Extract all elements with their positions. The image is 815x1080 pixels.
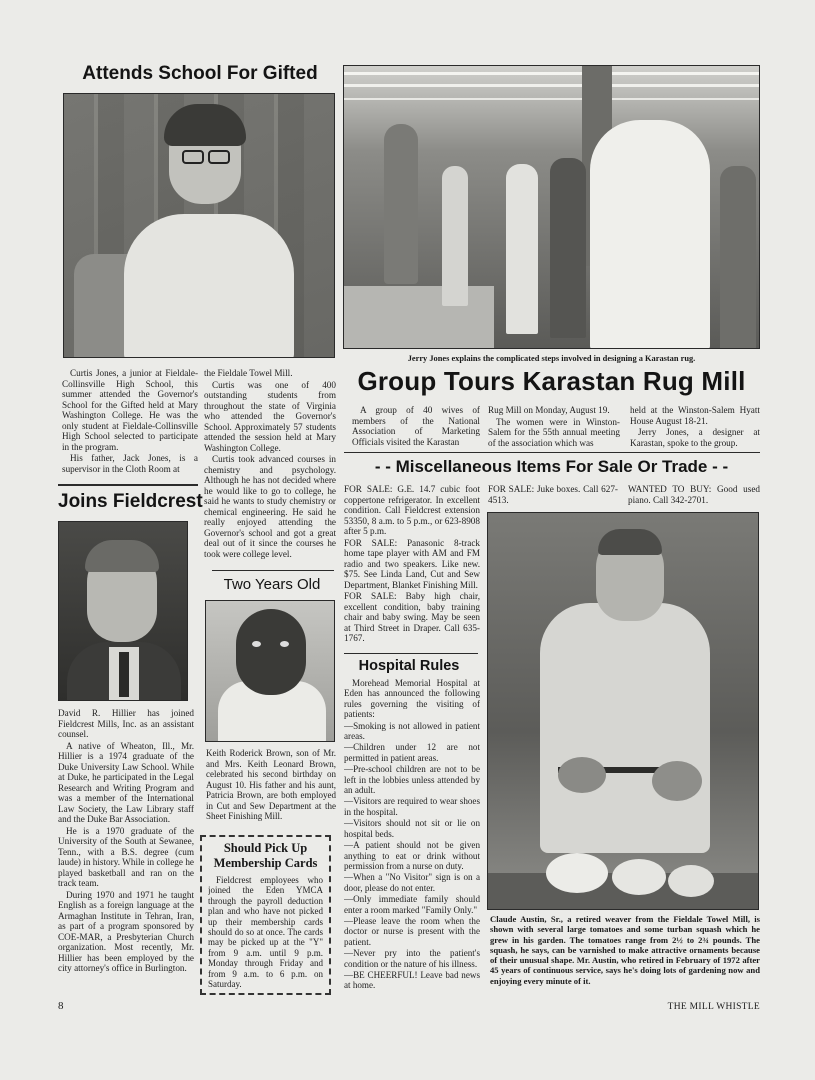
hospital-headline: Hospital Rules (358, 658, 460, 674)
hospital-rule: —Smoking is not allowed in patient areas. (344, 720, 480, 742)
membership-headline-1: Should Pick Up (223, 841, 308, 855)
classified-ad: WANTED TO BUY: Good used piano. Call 342-2701. (628, 484, 760, 505)
austin-caption: Claude Austin, Sr., a retired weaver from the Fieldale Towel Mill, is shown with several large tomatoes and some turban squash which he grew in his garden. The tomatoes range from 2½ to 2¾ pounds. The squash, he says, can be varnished to make attractive ornaments because of their unusual shape. Mr. Austin, who retired in February of 1972 after 45 years of continuous service, says he's doing lots of gardening now and enjoying every minute of it. (490, 914, 760, 986)
classified-ad: FOR SALE: Panasonic 8-track home tape player with AM and FM radio and two speakers. Like new. $75. See Linda Land, Cut and Sew Department, Blanket Finishing Mill. (344, 537, 480, 590)
hospital-rule: —Pre-school children are not to be left in the lobbies unless attended by an adult. (344, 764, 480, 796)
karastan-article-col1 (352, 405, 480, 449)
section-rule (212, 570, 334, 571)
karastan-paragraph: held at the Winston-Salem Hyatt House August 18-21. (630, 405, 760, 426)
hospital-rule: —Visitors should not sit or lie on hospital beds. (344, 818, 480, 839)
fieldcrest-paragraph: A native of Wheaton, Ill., Mr. Hillier is a 1974 graduate of the Duke University Law School. While at Duke, he participated in the Legal Research and Writing Program and was a member of the International Law Society, the Law Library staff and the Duke Bar Association. (58, 740, 194, 824)
karastan-paragraph: The women were in Winston-Salem for the 55th annual meeting of the association which was (488, 416, 620, 448)
membership-box (200, 835, 331, 995)
gifted-paragraph: Curtis Jones, a junior at Fieldale-Collinsville High School, this summer attended the Governor's School for the Gifted held at Mary Washington College. He was the only student at Fieldale-Collinsville High School selected to participate in the program. (62, 368, 198, 452)
karastan-paragraph: Rug Mill on Monday, August 19. (488, 405, 610, 415)
fieldcrest-paragraph: During 1970 and 1971 he taught English as a foreign language at the Armaghan Institute in Tehran, Iran, as part of a program sponsored by COE-MAR, a Presbyterian Church organization. Most recently, Mr. Hillier has been employed by the city attorney's office in Burlington. (58, 889, 194, 973)
keith-brown-photo (205, 600, 335, 742)
hospital-rule: —Never pry into the patient's condition or the nature of his illness. (344, 948, 480, 969)
fieldcrest-paragraph: He is a 1970 graduate of the University of the South at Sewanee, Tenn., with a B.S. degree (cum laude) in history. While in college he played basketball and ran on the track team. (58, 825, 194, 888)
hospital-rule: —A patient should not be given anything to eat or drink without permission from a nurse on duty. (344, 840, 480, 871)
misc-ads-col3 (628, 484, 760, 508)
section-rule (344, 653, 478, 654)
hospital-intro: Morehead Memorial Hospital at Eden has announced the following rules governing the visiting of patients: (344, 678, 480, 720)
karastan-paragraph: Jerry Jones, a designer at Karastan, spoke to the group. (630, 427, 760, 448)
fieldcrest-article (58, 708, 194, 1020)
karastan-photo-caption: Jerry Jones explains the complicated steps involved in designing a Karastan rug. (407, 354, 696, 363)
gifted-paragraph: the Fieldale Towel Mill. (204, 368, 293, 378)
misc-ads-col2 (488, 484, 618, 508)
fieldcrest-paragraph: David R. Hillier has joined Fieldcrest Mills, Inc. as an assistant counsel. (58, 708, 194, 739)
gifted-article-col2 (204, 368, 336, 568)
hospital-rule: —Children under 12 are not permitted in patient areas. (344, 742, 480, 763)
gifted-article-col1 (62, 368, 198, 478)
hospital-rule: —Only immediate family should enter a room marked "Family Only." (344, 894, 480, 915)
fieldcrest-headline: Joins Fieldcrest (58, 491, 203, 512)
gifted-headline: Attends School For Gifted (82, 63, 318, 84)
hospital-article (344, 678, 480, 998)
two-years-caption (206, 748, 336, 830)
two-years-headline: Two Years Old (223, 576, 321, 593)
karastan-article-col3 (630, 405, 760, 449)
hospital-rule: —Visitors are required to wear shoes in the hospital. (344, 796, 480, 817)
misc-ads-col1 (344, 484, 480, 652)
claude-austin-photo (487, 512, 759, 910)
gifted-paragraph: Curtis was one of 400 outstanding students from throughout the state of Virginia who attended the Governor's School. Approximately 57 students attended the session held at Mary Washington College. (204, 379, 336, 453)
gifted-paragraph: His father, Jack Jones, is a supervisor in the Cloth Room at (62, 453, 198, 474)
karastan-paragraph: A group of 40 wives of members of the National Association of Marketing Officials visited the Karastan (352, 405, 480, 447)
karastan-article-col2 (488, 405, 620, 449)
section-rule (58, 484, 198, 486)
hospital-rule: —Please leave the room when the doctor or nurse is present with the patient. (344, 915, 480, 947)
misc-headline: - - Miscellaneous Items For Sale Or Trade - - (374, 457, 729, 476)
hospital-rule: —BE CHEERFUL! Leave bad news at home. (344, 969, 480, 991)
classified-ad: FOR SALE: Juke boxes. Call 627-4513. (488, 484, 618, 505)
publication-footer: THE MILL WHISTLE (667, 1002, 760, 1012)
membership-headline-2: Membership Cards (213, 856, 318, 870)
david-hillier-photo (58, 521, 188, 701)
classified-ad: FOR SALE: G.E. 14.7 cubic foot coppertone refrigerator. In excellent condition. Call Fieldcrest extension 53350, 8 a.m. to 5 p.m., or 623-8908 after 5 p.m. (344, 484, 480, 536)
karastan-headline: Group Tours Karastan Rug Mill (357, 366, 746, 396)
curtis-jones-photo (63, 93, 335, 358)
hospital-rule: —When a "No Visitor" sign is on a door, please do not enter. (344, 872, 480, 893)
karastan-tour-photo (343, 65, 760, 349)
gifted-paragraph: Curtis took advanced courses in chemistry and psychology. Although he has not decided where he would like to go to college, he said he wants to study chemistry or chemical engineering. He said he really enjoyed attending the Governor's school and got a great deal out of it since the courses he took were college level. (204, 454, 336, 559)
page-number: 8 (58, 1000, 64, 1012)
classified-ad: FOR SALE: Baby high chair, excellent condition, baby training chair and baby swing. May be seen at Third Street in Draper. Call 635-1767. (344, 591, 480, 643)
section-rule (344, 452, 760, 453)
membership-body: Fieldcrest employees who joined the Eden YMCA through the payroll deduction plan and who have not picked up their membership cards should do so at once. The cards may be picked up at the "Y" from 9 a.m. until 9 p.m. Monday through Friday and from 9 a.m. to 6 p.m. on Saturday. (208, 875, 323, 990)
two-years-text: Keith Roderick Brown, son of Mr. and Mrs. Keith Leonard Brown, celebrated his second birthday on August 10. His father and his aunt, Patricia Brown, are both employed in Cut and Sew Department at the Sheet Finishing Mill. (206, 748, 336, 821)
